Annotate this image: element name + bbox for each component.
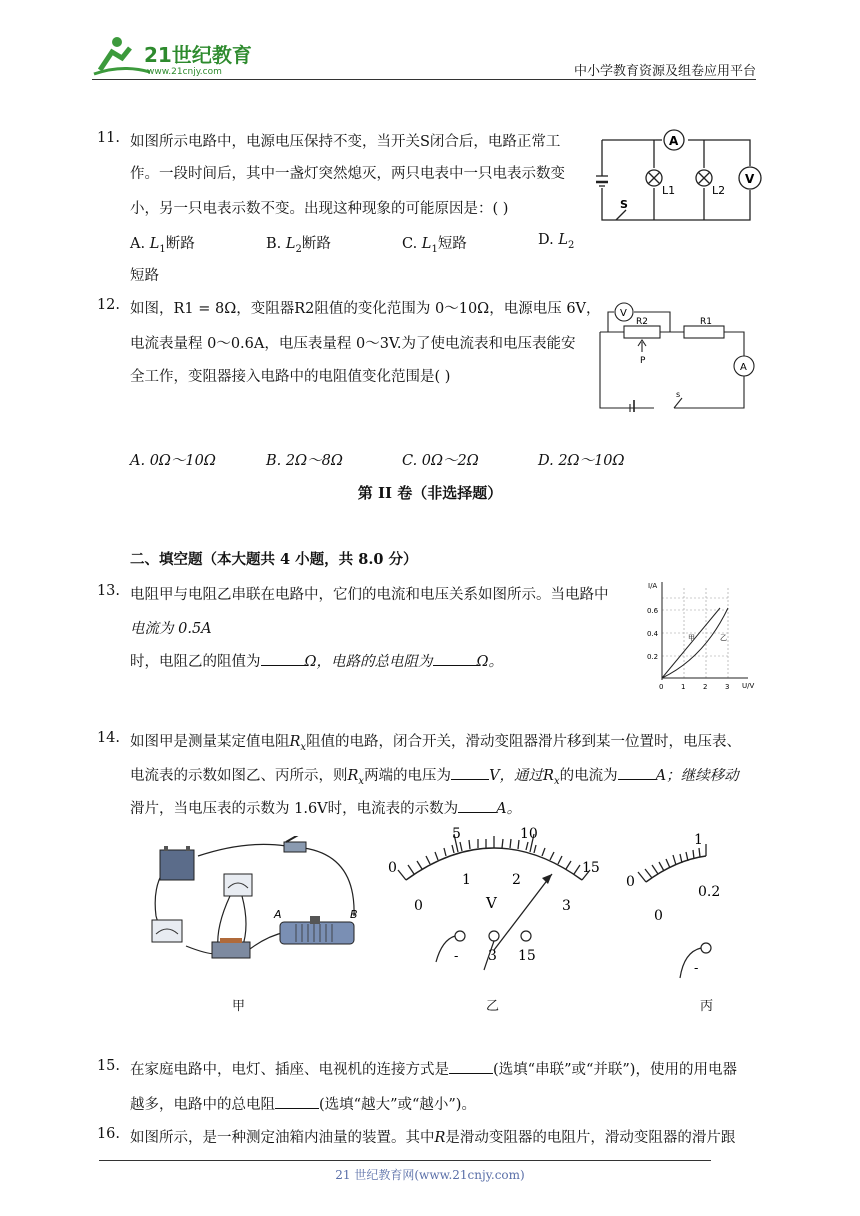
q12-line1: 如图，R1 = 8Ω，变阻器R2阻值的变化范围为 0～10Ω，电源电压 6V， xyxy=(130,301,601,317)
q13-blank-2[interactable] xyxy=(433,653,477,666)
volt-term-15: 15 xyxy=(518,948,536,964)
volt-term-neg: - xyxy=(454,949,459,964)
volt-term-3: 3 xyxy=(488,948,497,964)
q12-slider-label: P xyxy=(640,356,646,366)
section-title: 第 II 卷（非选择题） xyxy=(357,484,503,502)
volt-outer-10: 10 xyxy=(520,826,538,842)
logo-text: 21世纪教育 xyxy=(144,43,252,67)
graph-label-jia: 甲 xyxy=(688,634,695,642)
q11-option-d-cont: 短路 xyxy=(130,268,159,284)
q11-line1: 如图所示电路中，电源电压保持不变，当开关S闭合后，电路正常工 xyxy=(130,134,561,150)
caption-jia: 甲 xyxy=(232,999,246,1014)
part-title: 二、填空题（本大题共 4 小题，共 8.0 分） xyxy=(130,551,418,568)
graph-xtick-2: 2 xyxy=(703,683,708,691)
q14-line3: 滑片，当电压表的示数为 1.6V时，电流表的示数为 A。 xyxy=(130,801,522,817)
q11-line3: 小，另一只电表示数不变。出现这种现象的可能原因是：( ) xyxy=(130,201,509,217)
volt-inner-3: 3 xyxy=(562,898,571,914)
q13-number: 13. xyxy=(96,583,120,599)
amm-inner-0: 0 xyxy=(654,908,663,924)
amm-outer-1: 1 xyxy=(694,832,703,848)
volt-inner-0: 0 xyxy=(414,898,423,914)
q14-ammeter-dial xyxy=(622,830,732,984)
q12-option-d: D. 2Ω～10Ω xyxy=(538,453,625,469)
graph-ytick-1: 0.4 xyxy=(647,630,659,638)
q12-r2-label: R2 xyxy=(636,317,648,327)
q11-ammeter-label: A xyxy=(669,134,679,148)
rheostat-end-b: B xyxy=(350,908,358,921)
footer-text: 21 世纪教育网(www.21cnjy.com) xyxy=(335,1168,525,1182)
graph-xtick-1: 1 xyxy=(681,683,686,691)
q14-blank-2[interactable] xyxy=(618,767,656,780)
volt-inner-2: 2 xyxy=(512,872,521,888)
q13-blank-1[interactable] xyxy=(261,653,305,666)
rheostat-end-a: A xyxy=(274,908,282,921)
q14-line2: 电流表的示数如图乙、丙所示，则$R_x$两端的电压为 V，通过$R_x$的电流为 A；继续移动 xyxy=(130,768,739,787)
caption-yi: 乙 xyxy=(486,999,500,1014)
q12-circuit-diagram xyxy=(594,300,770,416)
q13-line3: 时，电阻乙的阻值为 Ω，电路的总电阻为 Ω。 xyxy=(130,654,504,670)
graph-ytick-0: 0.6 xyxy=(647,607,659,615)
q11-l2-label: L2 xyxy=(712,184,726,197)
q14-blank-1[interactable] xyxy=(451,767,489,780)
q14-voltmeter-dial xyxy=(384,822,610,976)
q14-line1: 如图甲是测量某定值电阻$R_x$阻值的电路，闭合开关，滑动变阻器滑片移到某一位置时，电压表、 xyxy=(130,734,742,753)
q15-line2: 越多，电路中的总电阻 (选填“越大”或“越小”)。 xyxy=(130,1097,476,1113)
q12-r1-label: R1 xyxy=(700,317,712,327)
footer-divider xyxy=(99,1160,711,1161)
q12-line2: 电流表量程 0～0.6A，电压表量程 0～3V.为了使电流表和电压表能安 xyxy=(130,336,576,352)
q12-line3: 全工作，变阻器接入电路中的电阻值变化范围是( ) xyxy=(130,369,451,385)
logo-url: www.21cnjy.com xyxy=(147,67,222,77)
q15-number: 15. xyxy=(96,1058,120,1074)
q14-blank-3[interactable] xyxy=(458,800,496,813)
q11-option-b: B. $L_2$断路 xyxy=(266,236,331,255)
q12-option-a: A. 0Ω～10Ω xyxy=(130,453,216,469)
q11-number: 11. xyxy=(96,130,120,146)
amm-term-neg: - xyxy=(694,961,699,976)
q16-number: 16. xyxy=(96,1126,120,1142)
q15-blank-2[interactable] xyxy=(275,1096,319,1109)
graph-xtick-3: 3 xyxy=(725,683,730,691)
q11-circuit-diagram xyxy=(596,128,772,232)
q11-switch-label: S xyxy=(620,198,628,211)
header-divider xyxy=(92,79,756,80)
q11-option-d: D. $L_2$ xyxy=(538,232,575,251)
volt-unit-v: V xyxy=(486,894,497,912)
q11-l1-label: L1 xyxy=(662,184,676,197)
amm-outer-0: 0 xyxy=(626,874,635,890)
q12-option-b: B. 2Ω～8Ω xyxy=(266,453,343,469)
volt-inner-1: 1 xyxy=(462,872,471,888)
volt-outer-15: 15 xyxy=(582,860,600,876)
graph-ylabel: I/A xyxy=(648,582,658,590)
q11-line2: 作。一段时间后，其中一盏灯突然熄灭，两只电表中一只电表示数变 xyxy=(130,166,565,182)
q14-number: 14. xyxy=(96,730,120,746)
q11-option-c: C. $L_1$短路 xyxy=(402,236,467,255)
graph-ytick-2: 0.2 xyxy=(647,653,659,661)
q13-line2: 电流为 0.5A xyxy=(130,621,212,637)
q12-switch-label: s xyxy=(676,390,681,399)
graph-xlabel: U/V xyxy=(742,682,755,690)
q13-line1: 电阻甲与电阻乙串联在电路中，它们的电流和电压关系如图所示。当电路中 xyxy=(130,587,609,603)
site-logo xyxy=(92,30,262,80)
volt-outer-0: 0 xyxy=(388,860,397,876)
q11-option-a: A. $L_1$断路 xyxy=(130,236,195,255)
q11-voltmeter-label: V xyxy=(745,172,755,186)
q12-ammeter-label: A xyxy=(740,362,747,373)
platform-name: 中小学教育资源及组卷应用平台 xyxy=(573,64,756,79)
q12-option-c: C. 0Ω～2Ω xyxy=(402,453,479,469)
q14-apparatus-figure xyxy=(146,836,366,970)
caption-bing: 丙 xyxy=(700,999,714,1014)
q15-line1: 在家庭电路中，电灯、插座、电视机的连接方式是 (选填“串联”或“并联”)，使用的用电器 xyxy=(130,1062,737,1078)
q15-blank-1[interactable] xyxy=(449,1061,493,1074)
q13-iu-graph xyxy=(644,578,760,698)
graph-label-yi: 乙 xyxy=(720,634,727,642)
volt-outer-5: 5 xyxy=(452,826,461,842)
q12-number: 12. xyxy=(96,297,120,313)
q16-line1: 如图所示，是一种测定油箱内油量的装置。其中R是滑动变阻器的电阻片，滑动变阻器的滑片跟 xyxy=(130,1130,736,1146)
amm-inner-02: 0.2 xyxy=(698,884,721,900)
q12-voltmeter-label: V xyxy=(620,308,627,319)
graph-xtick-0: 0 xyxy=(659,683,664,691)
